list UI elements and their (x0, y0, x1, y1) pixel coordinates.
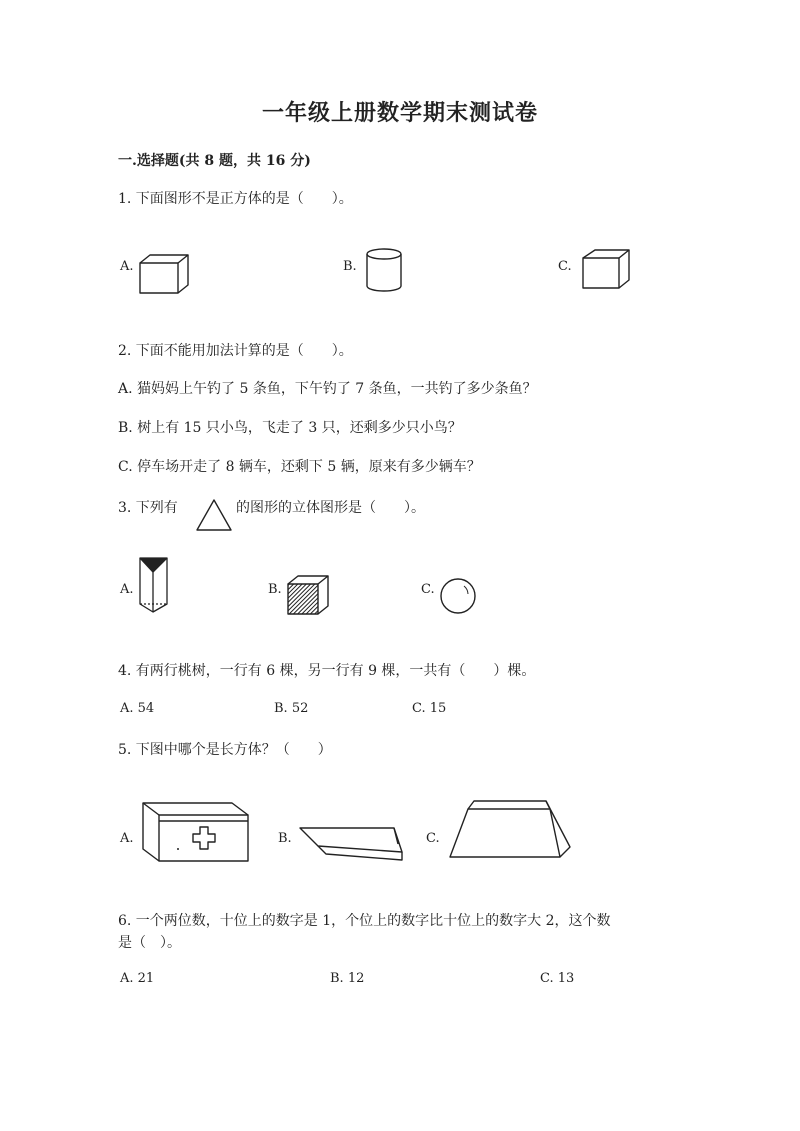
q5-option-b-label: B. (278, 831, 292, 846)
trapezoid-prism-figure (448, 799, 574, 861)
question-4-text: 4. 有两行桃树，一行有 6 棵，另一行有 9 棵，一共有（ ）棵。 (118, 663, 536, 679)
q4-option-b: B. 52 (274, 701, 309, 716)
q2-option-b: B. 树上有 15 只小鸟，飞走了 3 只，还剩多少只小鸟？ (118, 420, 462, 436)
q3-option-b-label: B. (268, 582, 282, 597)
page-title: 一年级上册数学期末测试卷 (261, 100, 538, 126)
question-3-text-end: 的图形的立体图形是（ ）。 (236, 500, 425, 516)
question-6-text-line1: 6. 一个两位数，十位上的数字是 1，个位上的数字比十位上的数字大 2，这个数 (118, 913, 611, 929)
q1-option-c-label: C. (558, 259, 572, 274)
q1-option-b-label: B. (343, 259, 357, 274)
question-5-text: 5. 下图中哪个是长方体？（ ） (118, 742, 332, 758)
q6-option-a: A. 21 (120, 971, 155, 986)
triangle-figure (195, 498, 233, 532)
question-2-text: 2. 下面不能用加法计算的是（ ）。 (118, 343, 353, 359)
sphere-figure (439, 577, 477, 615)
question-6-text-line2: 是（ ）。 (118, 935, 181, 951)
q2-option-a: A. 猫妈妈上午钓了 5 条鱼，下午钓了 7 条鱼，一共钓了多少条鱼？ (118, 381, 537, 397)
q6-option-b: B. 12 (330, 971, 365, 986)
first-aid-box-figure (140, 801, 252, 863)
section-heading: 一.选择题(共 8 题，共 16 分) (118, 153, 311, 169)
cuboid-figure (138, 253, 190, 295)
q1-option-a-label: A. (120, 259, 134, 274)
cylinder-figure (364, 247, 404, 293)
q2-option-c: C. 停车场开走了 8 辆车，还剩下 5 辆，原来有多少辆车？ (118, 459, 481, 475)
twisted-strip-figure (298, 824, 406, 862)
question-1-text: 1. 下面图形不是正方体的是（ ）。 (118, 191, 353, 207)
q6-option-c: C. 13 (540, 971, 575, 986)
question-3-text-start: 3. 下列有 (118, 500, 178, 516)
q4-option-a: A. 54 (120, 701, 155, 716)
q5-option-a-label: A. (120, 831, 134, 846)
q4-option-c: C. 15 (412, 701, 447, 716)
q3-option-a-label: A. (120, 582, 134, 597)
q5-option-c-label: C. (426, 831, 440, 846)
cube-figure (581, 248, 631, 290)
cube-shaded-face-figure (286, 574, 330, 616)
triangular-prism-figure (137, 556, 171, 614)
q3-option-c-label: C. (421, 582, 435, 597)
